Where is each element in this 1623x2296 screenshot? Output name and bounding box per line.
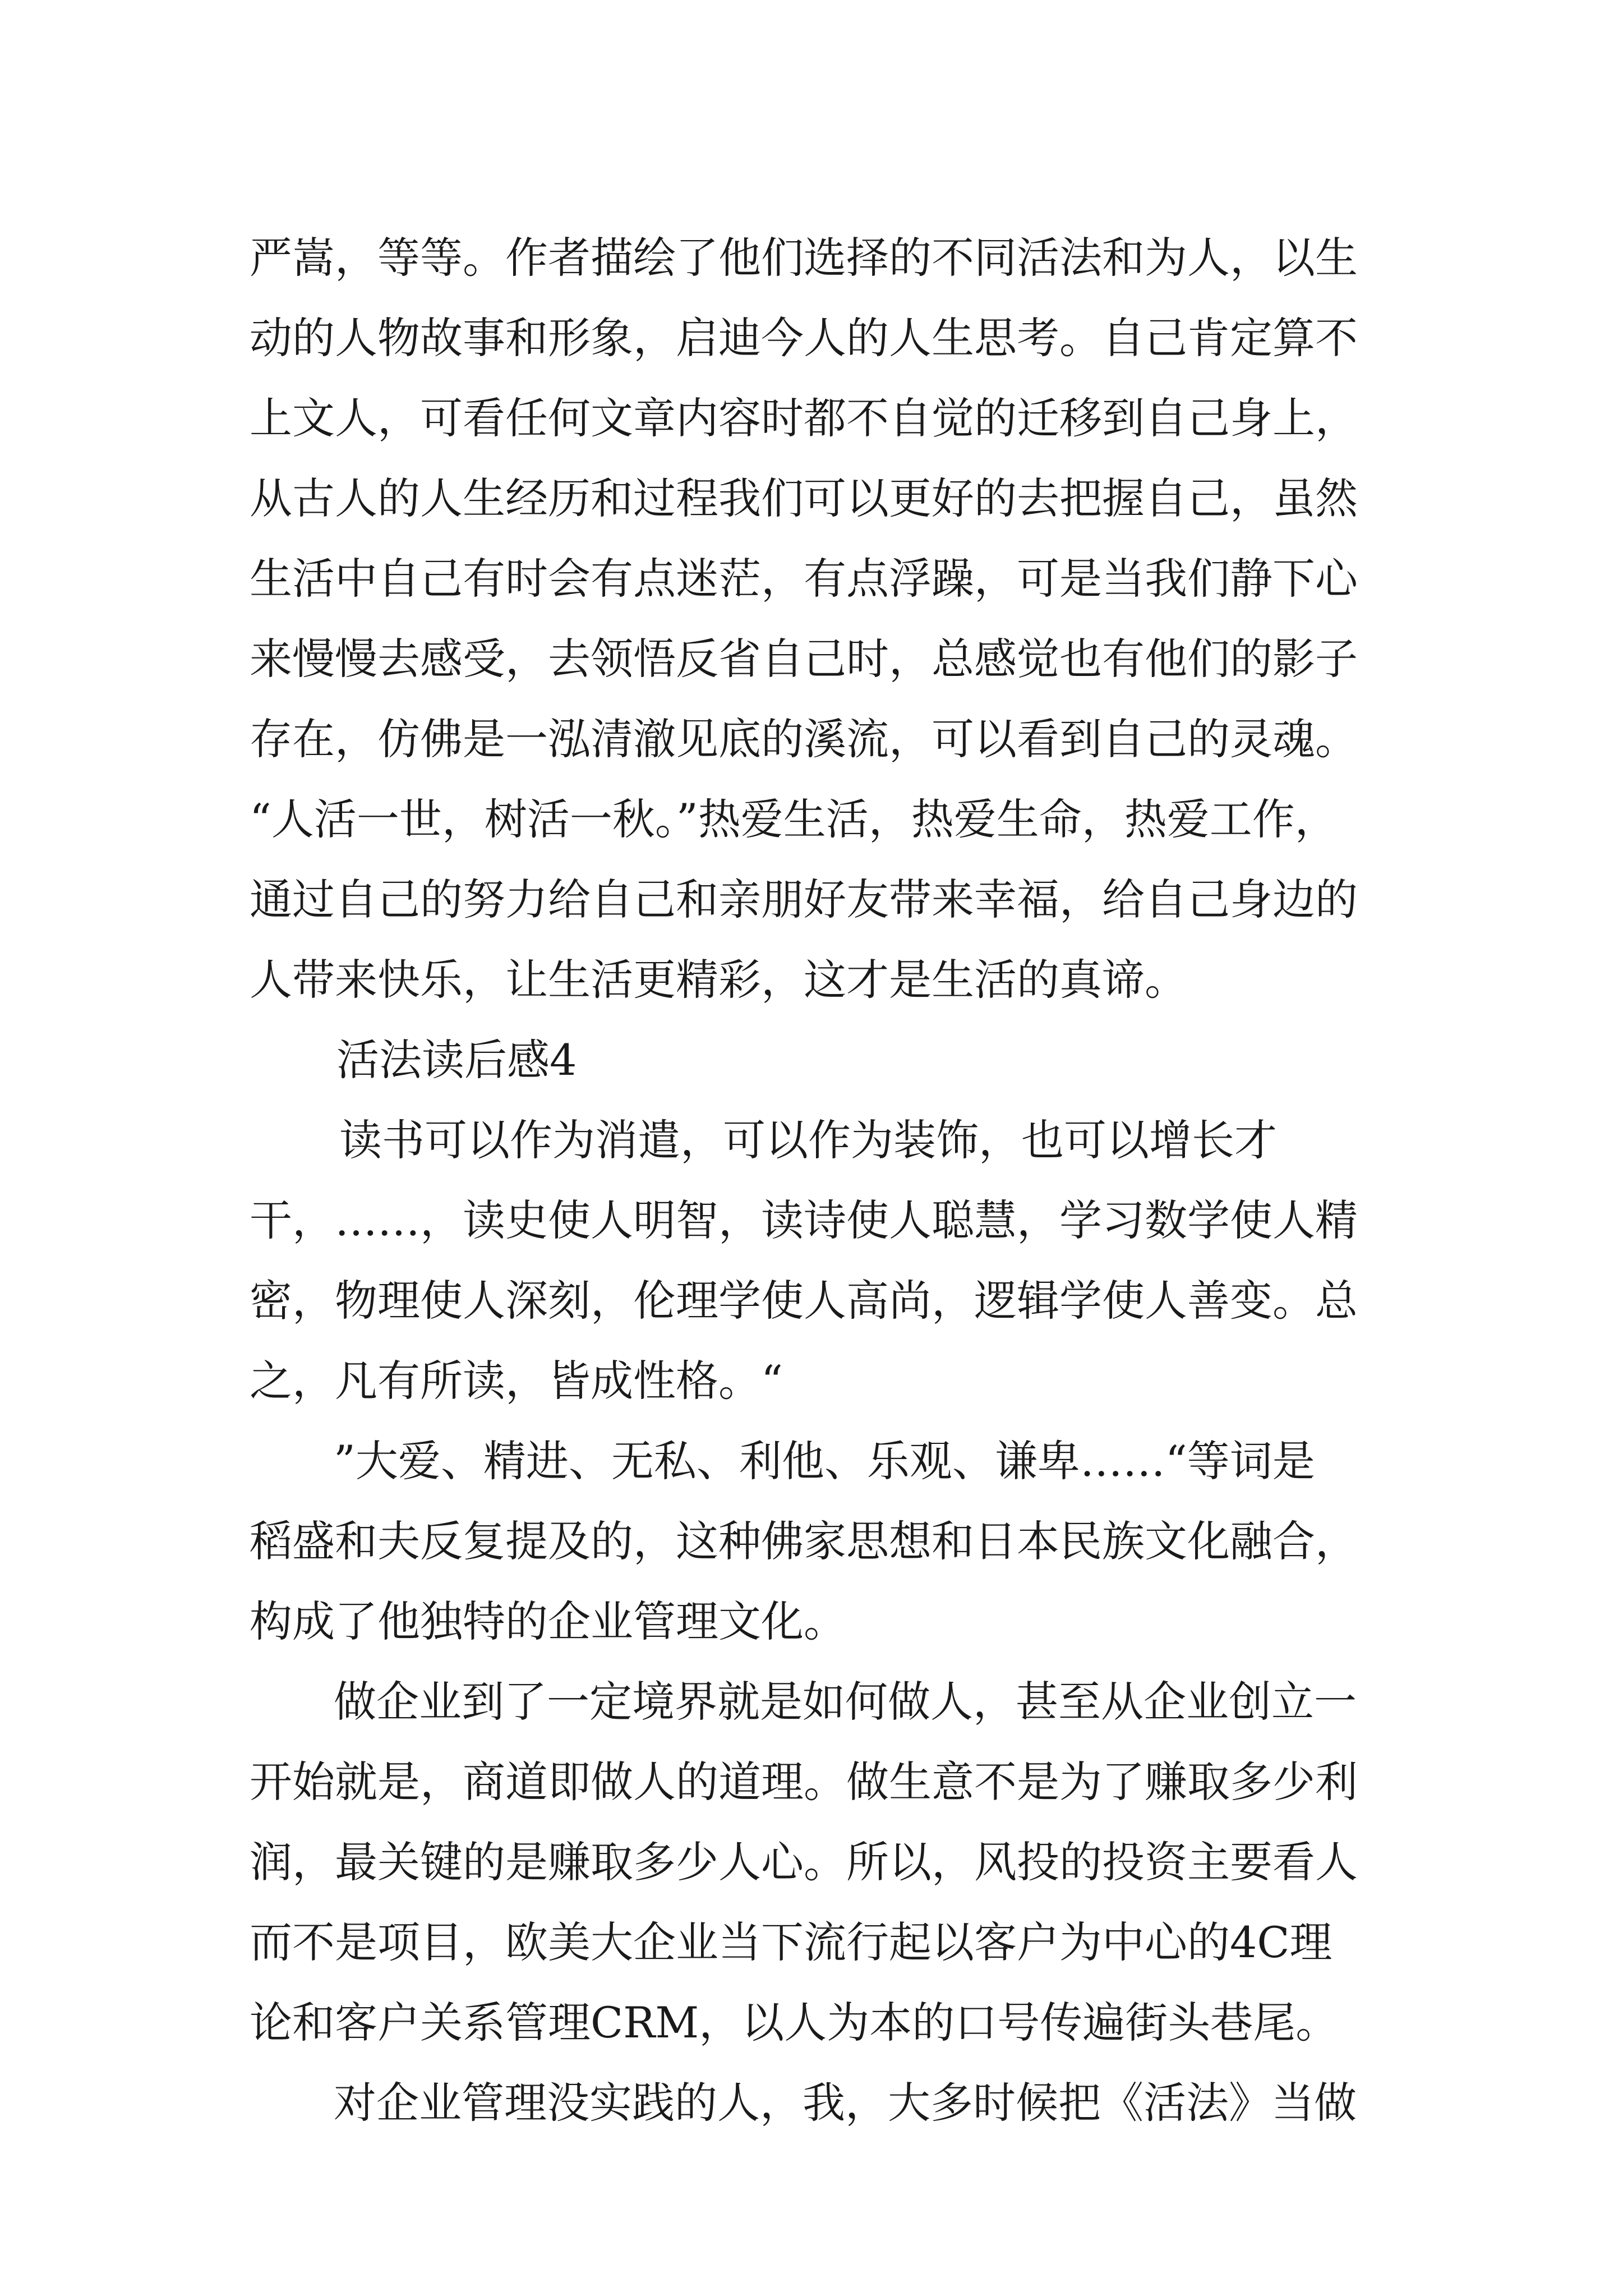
text-line: 通过自己的努力给自己和亲朋好友带来幸福，给自己身边的 [250,875,1358,924]
text-line: 对企业管理没实践的人，我，大多时候把《活法》当做 [334,2078,1357,2128]
text-line: 之，凡有所读，皆成性格。“ [250,1356,783,1406]
text-line: 润，最关键的是赚取多少人心。所以，风投的投资主要看人 [250,1837,1358,1887]
text-line: 来慢慢去感受，去领悟反省自己时，总感觉也有他们的影子 [250,634,1358,684]
text-line: 干，……，读史使人明智，读诗使人聪慧，学习数学使人精 [250,1195,1358,1245]
text-line: 论和客户关系管理CRM，以人为本的口号传遍街头巷尾。 [250,1998,1339,2047]
text-line: “人活一世，树活一秋。”热爱生活，热爱生命，热爱工作， [250,794,1338,844]
text-line: 稻盛和夫反复提及的，这种佛家思想和日本民族文化融合， [250,1516,1358,1566]
text-line: 读书可以作为消遣，可以作为装饰，也可以增长才 [339,1115,1277,1165]
section-heading: 活法读后感4 [336,1035,577,1085]
text-line: 从古人的人生经历和过程我们可以更好的去把握自己，虽然 [250,473,1358,523]
text-line: 动的人物故事和形象，启迪今人的人生思考。自己肯定算不 [250,313,1358,363]
text-line: 开始就是，商道即做人的道理。做生意不是为了赚取多少利 [250,1757,1358,1807]
text-line: 存在，仿佛是一泓清澈见底的溪流，可以看到自己的灵魂。 [250,714,1358,764]
text-line: 生活中自己有时会有点迷茫，有点浮躁，可是当我们静下心 [250,554,1358,604]
text-line: 上文人，可看任何文章内容时都不自觉的迁移到自己身上， [250,393,1358,443]
text-line: ”大爱、精进、无私、利他、乐观、谦卑……“等词是 [334,1436,1315,1486]
text-line: 严嵩，等等。作者描绘了他们选择的不同活法和为人，以生 [250,233,1358,283]
text-line: 做企业到了一定境界就是如何做人，甚至从企业创立一 [334,1677,1357,1727]
text-line: 而不是项目，欧美大企业当下流行起以客户为中心的4C理 [250,1917,1332,1967]
text-line: 构成了他独特的企业管理文化。 [250,1596,846,1646]
text-line: 人带来快乐，让生活更精彩，这才是生活的真谛。 [250,955,1187,1005]
body-text [250,218,1416,2143]
text-line: 密，物理使人深刻，伦理学使人高尚，逻辑学使人善变。总 [250,1276,1358,1326]
